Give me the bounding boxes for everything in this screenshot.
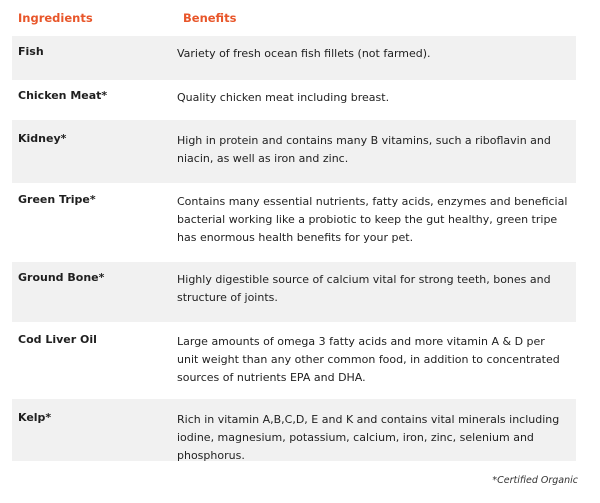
table-row — [12, 322, 576, 399]
ingredient-cell: Green Tripe* — [18, 193, 96, 206]
header-benefits: Benefits — [183, 11, 237, 25]
benefit-cell: Contains many essential nutrients, fatty acids, enzymes and beneficial bacterial working like a probiotic to keep the gut healthy, green tripe has enormous health benefits for your pet. — [177, 195, 568, 244]
table-row — [12, 120, 576, 183]
benefit-cell: High in protein and contains many B vitamins, such a riboflavin and niacin, as well as iron and zinc. — [177, 134, 551, 165]
table-row — [12, 80, 576, 120]
benefit-cell: Highly digestible source of calcium vital for strong teeth, bones and structure of joints. — [177, 273, 551, 304]
header-ingredients: Ingredients — [18, 11, 93, 25]
ingredient-cell: Cod Liver Oil — [18, 333, 97, 346]
table-row — [12, 399, 576, 461]
table-row — [12, 183, 576, 262]
table-row — [12, 36, 576, 80]
ingredient-cell: Ground Bone* — [18, 271, 105, 284]
benefit-cell: Large amounts of omega 3 fatty acids and more vitamin A & D per unit weight than any other common food, in addition to concentrated sources of nutrients EPA and DHA. — [177, 335, 560, 384]
benefit-cell: Quality chicken meat including breast. — [177, 91, 390, 104]
ingredient-cell: Fish — [18, 45, 44, 58]
footnote-certified-organic: *Certified Organic — [492, 475, 578, 486]
benefit-cell: Rich in vitamin A,B,C,D, E and K and contains vital minerals including iodine, magnesium, potassium, calcium, iron, zinc, selenium and phosphorus. — [177, 413, 560, 462]
ingredient-cell: Kelp* — [18, 411, 52, 424]
ingredient-cell: Chicken Meat* — [18, 89, 108, 102]
table-row — [12, 262, 576, 322]
table-header — [12, 0, 576, 36]
ingredient-cell: Kidney* — [18, 132, 67, 145]
ingredients-table — [12, 0, 576, 461]
benefit-cell: Variety of fresh ocean fish fillets (not farmed). — [177, 47, 431, 60]
